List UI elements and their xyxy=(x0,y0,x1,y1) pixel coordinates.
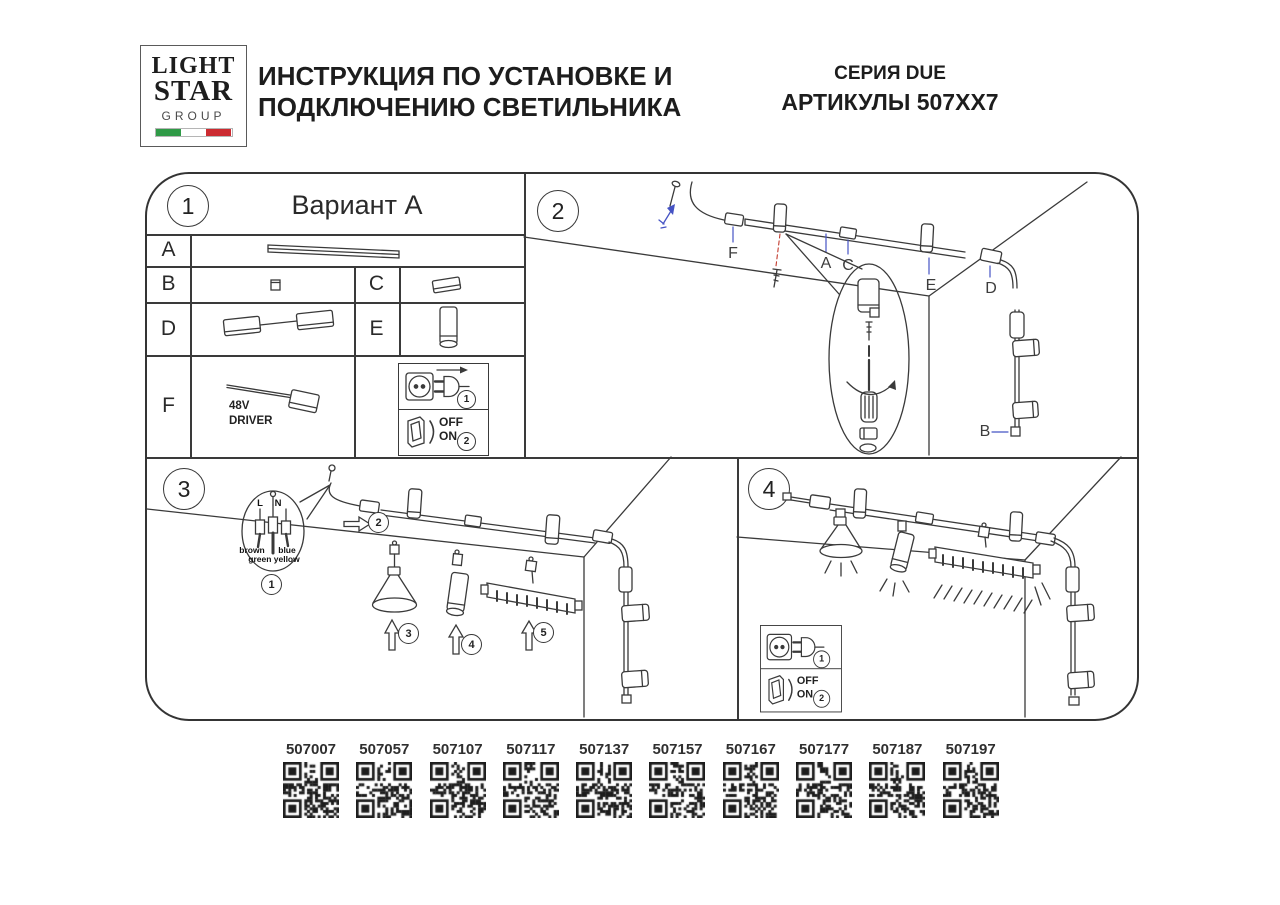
wire-brown-label: brown xyxy=(239,545,265,555)
article-number: 507157 xyxy=(652,741,703,758)
qr-code xyxy=(576,762,632,818)
part-a-track-drawing xyxy=(268,245,399,258)
power-legend-box xyxy=(398,363,489,456)
qr-code xyxy=(283,762,339,818)
standoff xyxy=(853,489,867,519)
qr-item xyxy=(718,742,784,818)
qr-item xyxy=(644,742,710,818)
qr-codes-row xyxy=(278,742,1004,818)
qr-item xyxy=(278,742,344,818)
logo-text: GROUP xyxy=(161,108,226,123)
article-number: 507107 xyxy=(432,741,483,758)
qr-code xyxy=(356,762,412,818)
qr-item xyxy=(864,742,930,818)
qr-code xyxy=(943,762,999,818)
article-number: 507167 xyxy=(725,741,776,758)
spot-lamp xyxy=(1067,671,1094,689)
track-end-connector xyxy=(1035,532,1055,546)
article-number: 507007 xyxy=(285,741,337,758)
off-label: OFF xyxy=(439,415,463,429)
row-label-d: D xyxy=(160,316,177,340)
qr-code xyxy=(869,762,925,818)
part-label-a: A xyxy=(820,255,832,272)
part-b-lock xyxy=(1011,427,1020,436)
article-number: 507197 xyxy=(945,741,996,758)
qr-code xyxy=(723,762,779,818)
step-2-badge: 2 xyxy=(368,512,389,533)
qr-code xyxy=(649,762,705,818)
qr-item xyxy=(938,742,1004,818)
article-number: 507117 xyxy=(506,741,556,758)
qr-item xyxy=(351,742,417,818)
logo-text: STAR xyxy=(153,75,234,108)
step-4-badge: 4 xyxy=(461,634,482,655)
arrow-right-icon xyxy=(437,367,468,374)
step-2-badge: 2 xyxy=(813,690,830,708)
qr-code xyxy=(430,762,486,818)
step-1-badge: 1 xyxy=(813,650,830,668)
slide-arrow-icon xyxy=(344,517,370,531)
step-5-badge: 5 xyxy=(533,622,554,643)
screw-icon xyxy=(773,269,781,287)
corner-cable xyxy=(609,539,628,567)
qr-code xyxy=(503,762,559,818)
diagram-panel xyxy=(145,172,1139,721)
track-connector xyxy=(464,515,481,527)
corner-cable xyxy=(998,260,1017,288)
mains-cable xyxy=(783,493,810,503)
article-number: 507187 xyxy=(872,741,923,758)
exploded-standoff xyxy=(858,279,879,317)
connector-f xyxy=(724,213,743,227)
section-1-number: 1 xyxy=(167,185,209,227)
light-rays xyxy=(934,583,1050,613)
wire-greenyellow-label: green yellow xyxy=(248,554,300,564)
qr-item xyxy=(498,742,564,818)
part-b-lock-drawing xyxy=(271,280,280,290)
standoff xyxy=(545,515,560,545)
switch-icon xyxy=(408,417,434,447)
insert-arrow-icon xyxy=(385,620,399,650)
page-title-line2: ПОДКЛЮЧЕНИЮ СВЕТИЛЬНИКА xyxy=(258,92,682,122)
off-label: OFF xyxy=(796,673,819,688)
mains-cable xyxy=(690,182,724,220)
article-number: 507057 xyxy=(359,741,410,758)
legend-divider xyxy=(399,409,488,410)
linear-lamp xyxy=(929,523,1040,578)
switch-icon xyxy=(769,676,792,704)
spot-lamp xyxy=(1066,604,1094,622)
logo-text: LIGHT xyxy=(151,53,236,80)
detail-fan xyxy=(300,485,330,519)
driver-label: DRIVER xyxy=(229,415,273,427)
standoff xyxy=(1009,512,1023,542)
driver-voltage-label: 48V xyxy=(229,400,250,412)
part-b-lock xyxy=(622,695,631,703)
lightstar-logo xyxy=(140,45,247,147)
light-rays xyxy=(825,561,857,576)
red-guide-line xyxy=(776,234,780,266)
cylinder-spot-lamp xyxy=(446,550,469,617)
linear-lamp xyxy=(481,557,582,614)
italian-flag-icon xyxy=(155,128,233,137)
connector-f xyxy=(809,495,830,510)
step-3-badge: 3 xyxy=(398,623,419,644)
section-3-number: 3 xyxy=(163,468,205,510)
part-c-connector-drawing xyxy=(432,277,461,293)
part-label-c: C xyxy=(842,257,854,274)
part-label-d: D xyxy=(985,280,997,297)
standoff xyxy=(773,204,786,233)
wire-l-label: L xyxy=(257,498,263,509)
article-number: 507137 xyxy=(579,741,630,758)
part-e-standoff-drawing xyxy=(440,307,457,348)
section-3-art xyxy=(147,457,737,719)
cone-lamp xyxy=(373,541,417,612)
row-label-b: B xyxy=(161,272,176,295)
track-connector xyxy=(915,512,933,525)
spot-lamp xyxy=(621,670,648,688)
light-rays xyxy=(880,579,909,596)
legend-divider xyxy=(761,668,841,669)
wire-n-label: N xyxy=(274,498,282,509)
spot-lamp xyxy=(1012,339,1039,357)
row-label-e: E xyxy=(369,316,384,340)
screwdriver-icon xyxy=(861,346,877,422)
variant-a-title: Вариант А xyxy=(291,189,423,220)
standoff xyxy=(407,489,422,519)
step-2-badge: 2 xyxy=(457,432,476,451)
standoff xyxy=(920,224,933,253)
spot-lamp xyxy=(621,604,649,622)
part-f-driver-drawing xyxy=(227,385,320,413)
qr-item xyxy=(571,742,637,818)
spot-lamp xyxy=(1012,401,1038,419)
series-label: СЕРИЯ DUE xyxy=(834,63,946,84)
ceiling-anchor xyxy=(329,465,335,481)
room-lines xyxy=(524,182,1087,455)
section-2-number: 2 xyxy=(537,190,579,232)
section-2-art xyxy=(524,174,1137,457)
row-label-c: C xyxy=(368,272,385,295)
connector-d xyxy=(980,248,1002,264)
socket-icon xyxy=(767,634,791,659)
part-label-f: F xyxy=(728,245,738,262)
article-number: 507177 xyxy=(799,741,850,758)
track-end-cap xyxy=(1069,697,1079,705)
corner-cable xyxy=(1051,538,1075,567)
step-1-badge: 1 xyxy=(261,574,282,595)
on-label: ON xyxy=(796,687,814,701)
connector-c xyxy=(839,227,856,239)
qr-code xyxy=(796,762,852,818)
section-4-number: 4 xyxy=(748,468,790,510)
part-label-e: E xyxy=(925,277,937,294)
part-d-corner-drawing xyxy=(223,310,333,336)
qr-item xyxy=(791,742,857,818)
row-label-f: F xyxy=(162,394,175,417)
mains-cable xyxy=(329,483,360,506)
arrow-up-blue-icon xyxy=(659,204,675,228)
qr-item xyxy=(425,742,491,818)
exploded-connector xyxy=(860,428,877,452)
screw-icon xyxy=(866,322,872,340)
page-title-line1: ИНСТРУКЦИЯ ПО УСТАНОВКЕ И xyxy=(258,61,673,91)
row-label-a: A xyxy=(161,238,176,261)
connector-d xyxy=(592,530,613,544)
socket-icon xyxy=(406,373,433,400)
step-1-badge: 1 xyxy=(457,390,476,409)
screw-icon xyxy=(670,180,681,206)
power-legend-box xyxy=(760,625,842,712)
wire-blue-label: blue xyxy=(278,545,296,555)
articles-label: АРТИКУЛЫ 507XX7 xyxy=(781,89,999,115)
cylinder-spot-lamp xyxy=(890,521,915,573)
part-label-b: B xyxy=(979,423,991,440)
on-label: ON xyxy=(439,429,457,443)
